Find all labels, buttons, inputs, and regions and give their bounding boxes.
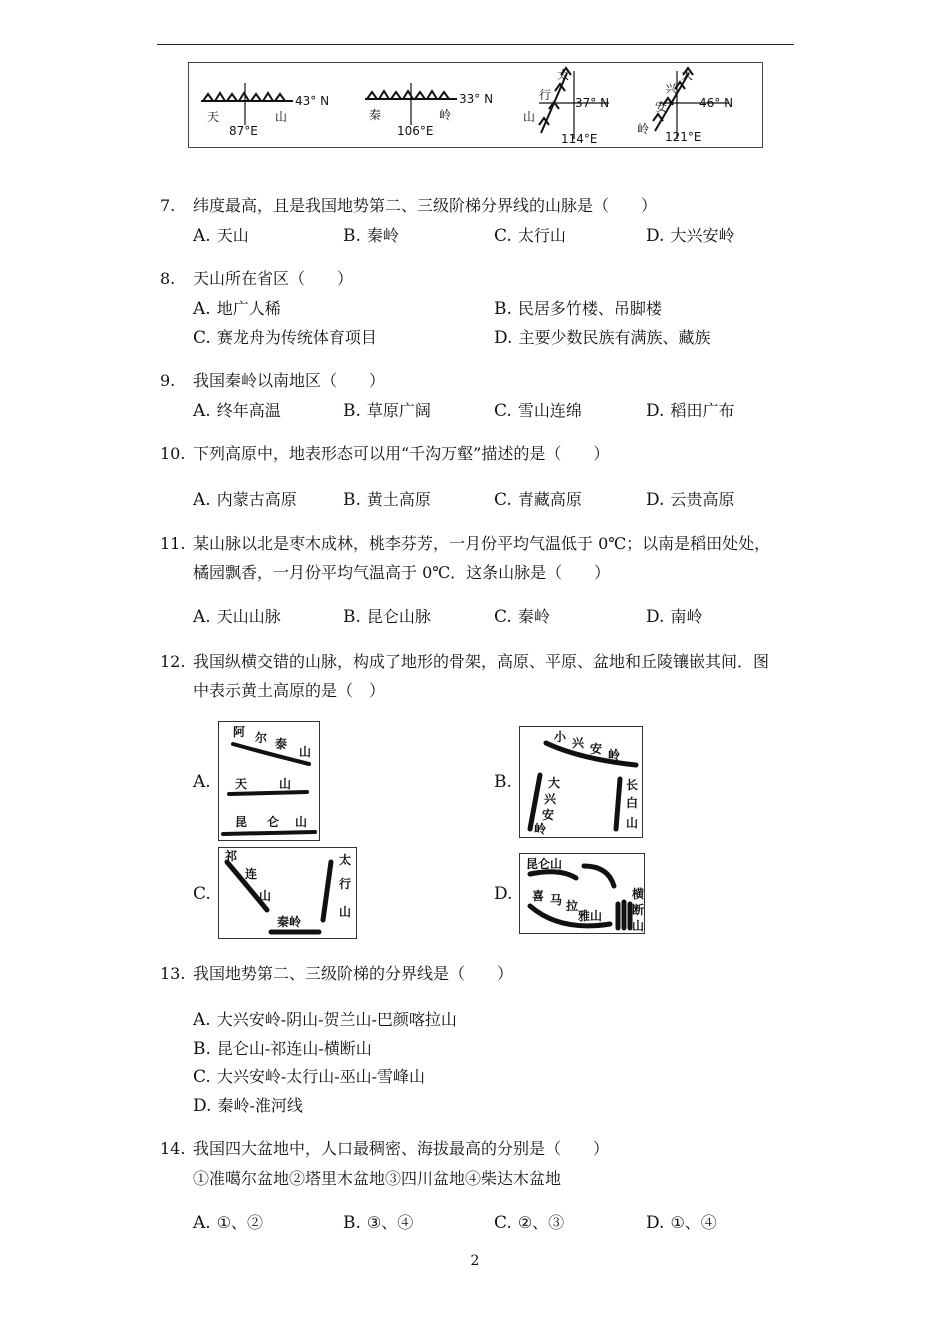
svg-text:马: 马 [550, 893, 563, 907]
q13-option-c[interactable]: C. 大兴安岭-太行山-巫山-雪峰山 [193, 1067, 426, 1087]
svg-text:山: 山 [632, 919, 644, 933]
q11-option-a[interactable]: A. 天山山脉 [193, 607, 281, 627]
q11-option-d[interactable]: D. 南岭 [646, 607, 703, 627]
svg-text:行: 行 [339, 877, 352, 891]
q12-option-c[interactable]: C. [193, 884, 211, 904]
q9-number: 9. [160, 371, 176, 390]
map1-lon: 87°E [229, 124, 258, 138]
q12-option-d[interactable]: D. [494, 884, 513, 904]
map4-name-mid1: 兴 [665, 82, 678, 96]
q10-number: 10. [160, 444, 186, 463]
q13-number: 13. [160, 964, 186, 983]
map1-name-right: 山 [275, 110, 288, 124]
q11-option-b[interactable]: B. 昆仑山脉 [343, 607, 431, 627]
svg-text:断: 断 [632, 903, 644, 917]
map4-name-top: 大 [681, 68, 694, 82]
map4-name-mid2: 安 [655, 100, 668, 114]
svg-text:兴: 兴 [544, 792, 557, 806]
map3-name-top: 太 [557, 68, 570, 82]
q7-number: 7. [160, 196, 176, 215]
svg-text:横: 横 [632, 887, 644, 901]
q14-option-a[interactable]: A. ①、② [193, 1213, 264, 1233]
map3-lat: 37° N [575, 96, 610, 110]
map1-lat: 43° N [295, 94, 330, 108]
map3-name-bottom: 山 [523, 110, 536, 124]
svg-text:兴: 兴 [572, 736, 585, 750]
page-number: 2 [470, 1253, 480, 1269]
q14-option-d[interactable]: D. ①、④ [646, 1213, 717, 1233]
q10-option-b[interactable]: B. 黄土高原 [343, 490, 431, 510]
header-rule [157, 44, 794, 45]
svg-text:山: 山 [626, 816, 639, 830]
q11-number: 11. [160, 534, 186, 553]
svg-text:祁: 祁 [225, 849, 238, 863]
q8-option-d[interactable]: D. 主要少数民族有满族、藏族 [494, 328, 711, 348]
map2-name-left: 秦 [369, 108, 382, 122]
svg-text:岭: 岭 [608, 748, 621, 762]
svg-text:太: 太 [339, 853, 352, 867]
q14-number: 14. [160, 1139, 186, 1158]
q13-option-d[interactable]: D. 秦岭-淮河线 [193, 1096, 303, 1116]
q7-option-c[interactable]: C. 太行山 [494, 226, 566, 246]
map4-name-bottom: 岭 [637, 122, 650, 136]
q7-option-b[interactable]: B. 秦岭 [343, 226, 399, 246]
map3-lon: 114°E [561, 132, 598, 146]
q13-stem: 我国地势第二、三级阶梯的分界线是（ ） [193, 964, 514, 983]
q12-option-b[interactable]: B. [494, 772, 512, 792]
q7-option-a[interactable]: A. 天山 [193, 226, 249, 246]
svg-text:喜: 喜 [532, 889, 545, 903]
svg-text:长: 长 [626, 778, 639, 792]
q9-option-c[interactable]: C. 雪山连绵 [494, 401, 582, 421]
q8-stem: 天山所在省区（ ） [193, 269, 354, 288]
q12-map-a[interactable] [218, 721, 320, 841]
q12-map-c[interactable] [218, 847, 357, 939]
q8-option-b[interactable]: B. 民居多竹楼、吊脚楼 [494, 299, 662, 319]
q14-stem: 我国四大盆地中，人口最稠密、海拔最高的分别是（ ） [193, 1139, 610, 1158]
q14-option-b[interactable]: B. ③、④ [343, 1213, 414, 1233]
q12-map-d[interactable] [519, 853, 645, 934]
q9-option-d[interactable]: D. 稻田广布 [646, 401, 735, 421]
q11-stem: 某山脉以北是枣木成林，桃李芬芳，一月份平均气温低于 0℃；以南是稻田处处， [193, 534, 771, 553]
q12-map-b[interactable] [519, 726, 643, 838]
q13-option-a[interactable]: A. 大兴安岭-阴山-贺兰山-巴颜喀拉山 [193, 1010, 457, 1030]
q7-stem: 纬度最高，且是我国地势第二、三级阶梯分界线的山脉是（ ） [193, 196, 658, 215]
svg-text:拉: 拉 [566, 899, 579, 913]
q7-option-d[interactable]: D. 大兴安岭 [646, 226, 735, 246]
map4-lon: 121°E [665, 130, 702, 144]
svg-text:秦岭: 秦岭 [277, 915, 302, 929]
q8-option-c[interactable]: C. 赛龙舟为传统体育项目 [193, 328, 377, 348]
svg-text:安: 安 [590, 742, 603, 756]
svg-text:连: 连 [245, 867, 258, 881]
q14-stem-line2: ①准噶尔盆地②塔里木盆地③四川盆地④柴达木盆地 [193, 1169, 562, 1188]
svg-text:昆仑山: 昆仑山 [526, 857, 563, 871]
svg-text:山: 山 [295, 815, 308, 829]
q8-number: 8. [160, 269, 176, 288]
q10-stem: 下列高原中，地表形态可以用“千沟万壑”描述的是（ ） [193, 444, 610, 463]
q8-option-a[interactable]: A. 地广人稀 [193, 299, 281, 319]
q9-option-a[interactable]: A. 终年高温 [193, 401, 281, 421]
mountain-figure-svg [189, 63, 762, 147]
q9-option-b[interactable]: B. 草原广阔 [343, 401, 431, 421]
svg-text:山: 山 [259, 889, 272, 903]
svg-text:岭: 岭 [534, 822, 547, 836]
svg-text:天: 天 [235, 777, 248, 791]
svg-text:安: 安 [542, 808, 555, 822]
q9-stem: 我国秦岭以南地区（ ） [193, 371, 386, 390]
map2-lat: 33° N [459, 92, 494, 106]
map2-name-right: 岭 [439, 108, 452, 122]
q10-option-d[interactable]: D. 云贵高原 [646, 490, 735, 510]
svg-text:雅山: 雅山 [578, 909, 603, 923]
q11-stem-line2: 橘园飘香，一月份平均气温高于 0℃．这条山脉是（ ） [193, 563, 611, 582]
q12-number: 12. [160, 652, 186, 671]
q13-option-b[interactable]: B. 昆仑山-祁连山-横断山 [193, 1039, 372, 1059]
q10-option-c[interactable]: C. 青藏高原 [494, 490, 582, 510]
q10-option-a[interactable]: A. 内蒙古高原 [193, 490, 297, 510]
q12-stem: 我国纵横交错的山脉，构成了地形的骨架，高原、平原、盆地和丘陵镶嵌其间．图 [193, 652, 770, 671]
svg-text:山: 山 [299, 745, 312, 759]
q11-option-c[interactable]: C. 秦岭 [494, 607, 550, 627]
svg-text:白: 白 [626, 796, 639, 810]
svg-text:尔: 尔 [255, 731, 268, 745]
svg-text:昆: 昆 [235, 815, 248, 829]
svg-text:山: 山 [279, 777, 292, 791]
svg-text:仑: 仑 [267, 815, 280, 829]
svg-text:泰: 泰 [275, 737, 288, 751]
q14-option-c[interactable]: C. ②、③ [494, 1213, 565, 1233]
svg-text:小: 小 [554, 730, 567, 744]
svg-text:阿: 阿 [233, 725, 246, 739]
map2-lon: 106°E [397, 124, 434, 138]
map1-name-left: 天 [207, 110, 220, 124]
q12-option-a[interactable]: A. [193, 772, 211, 792]
map4-lat: 46° N [699, 96, 734, 110]
svg-text:大: 大 [548, 776, 561, 790]
mountain-figure [188, 62, 763, 148]
svg-text:山: 山 [339, 905, 352, 919]
map3-name-mid: 行 [539, 88, 552, 102]
q12-stem-line2: 中表示黄土高原的是（ ） [193, 681, 386, 700]
